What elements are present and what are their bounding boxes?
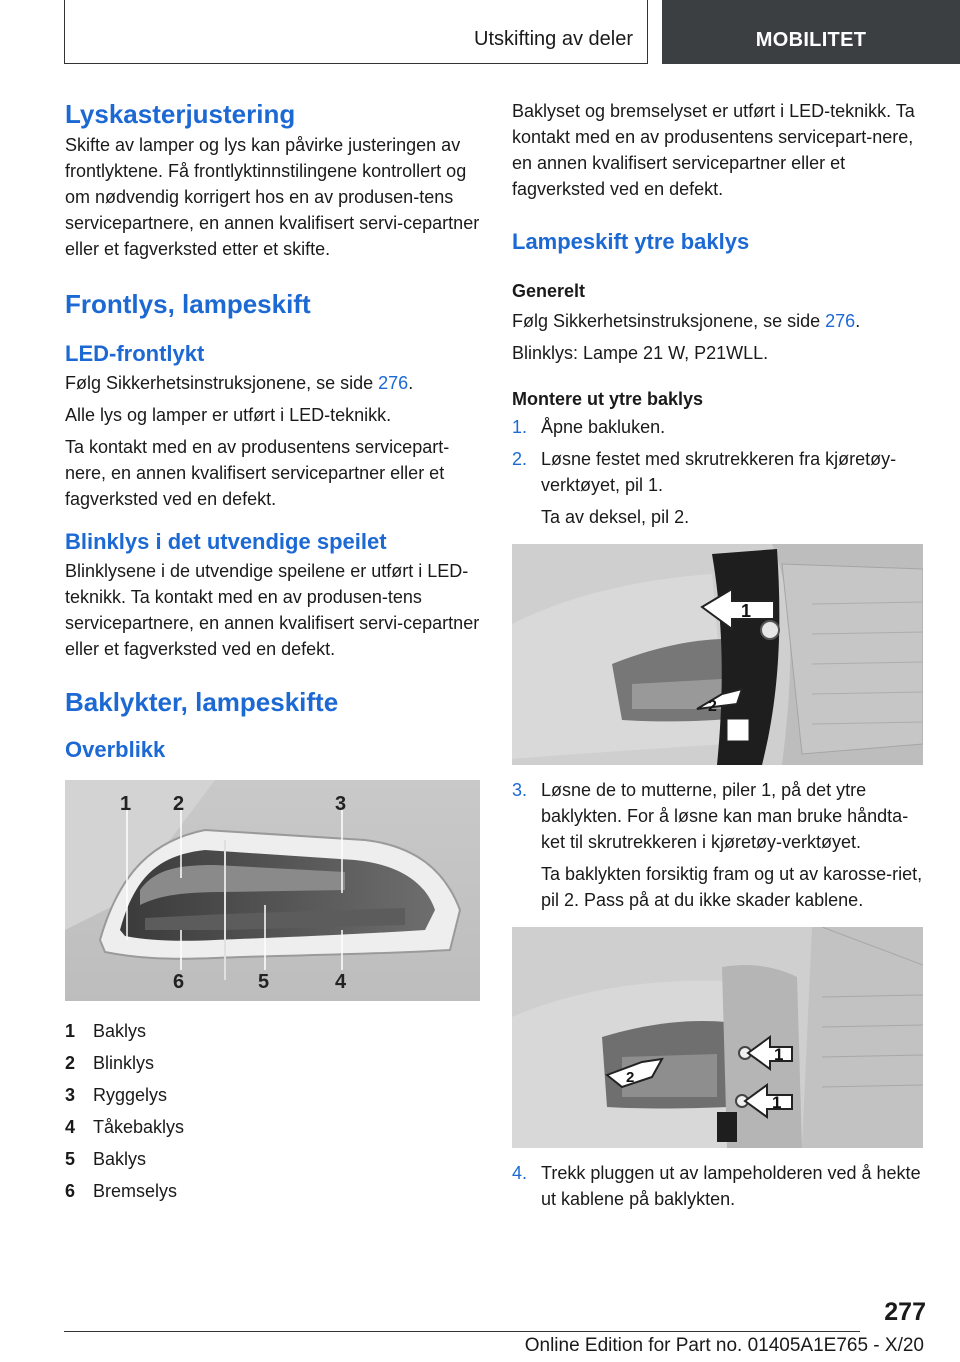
legend-item: 4 Tåkebaklys — [65, 1117, 185, 1137]
paragraph-lyskaster: Skifte av lamper og lys kan påvirke justeringen av frontlyktene. Få frontlyktinnstilingene kontrollert og om nødvendig korrigert hos en av produsen-tens servicepartnere, en annen kvalifisert servi-cepartner eller et fagverksted etter et skifte. — [65, 135, 480, 259]
right-column — [512, 98, 925, 1212]
callout-2: 2 — [173, 793, 185, 815]
callout-nut-1b: 1 — [772, 1093, 782, 1112]
figure-remove-taillight — [512, 927, 923, 1148]
callout-4: 4 — [335, 971, 347, 993]
step-item: 1. Åpne bakluken. — [512, 417, 666, 437]
paragraph-blinklys-lampe: Blinklys: Lampe 21 W, P21WLL. — [512, 343, 769, 363]
legend-list — [65, 1015, 481, 1207]
running-header-chapter — [662, 0, 960, 64]
paragraph-led-technology: Alle lys og lamper er utført i LED-teknikk. — [65, 405, 392, 425]
running-header-section — [64, 0, 648, 64]
figure-taillight-overview — [65, 780, 480, 1001]
footer-rule — [64, 1331, 860, 1332]
callout-5: 5 — [258, 971, 270, 993]
callout-1: 1 — [120, 793, 132, 815]
callout-nut-1a: 1 — [774, 1045, 784, 1064]
callout-arrow-1: 1 — [741, 601, 752, 621]
step-item: 2. Løsne festet med skrutrekkeren fra kjøretøy-verktøyet, pil 1. Ta av deksel, pil 2. — [512, 449, 897, 527]
callout-6: 6 — [173, 971, 185, 993]
steps-list-cont — [512, 777, 925, 913]
heading-baklykter: Baklykter, lampeskifte — [65, 687, 339, 717]
heading-lampeskift-ytre: Lampeskift ytre baklys — [512, 229, 750, 254]
taillight-overview-illustration — [65, 780, 480, 1001]
heading-generelt: Generelt — [512, 281, 586, 301]
figure-remove-cover — [512, 544, 923, 765]
chapter-title: MOBILITET — [755, 29, 867, 51]
heading-lyskasterjustering: Lyskasterjustering — [65, 99, 296, 129]
callout-arrow-2: 2 — [708, 698, 717, 715]
heading-blinklys-speil: Blinklys i det utvendige speilet — [65, 529, 387, 554]
steps-list — [512, 414, 925, 530]
section-title: Utskifting av deler — [474, 28, 633, 50]
heading-montere-ut: Montere ut ytre baklys — [512, 389, 704, 409]
paragraph-generelt-safety: Følg Sikkerhetsinstruksjonene, se side 276. — [512, 311, 861, 331]
remove-taillight-illustration — [512, 927, 923, 1148]
step-item: 4. Trekk pluggen ut av lampeholderen ved å hekte ut kablene på baklykten. — [512, 1163, 921, 1209]
legend-item: 3 Ryggelys — [65, 1085, 168, 1105]
heading-frontlys: Frontlys, lampeskift — [65, 289, 311, 319]
callout-pull-2: 2 — [626, 1069, 635, 1086]
callout-3: 3 — [335, 793, 347, 815]
heading-overblikk: Overblikk — [65, 737, 166, 762]
paragraph-led-safety: Følg Sikkerhetsinstruksjonene, se side 276. — [65, 373, 414, 393]
steps-list-end — [512, 1160, 925, 1212]
legend-item: 1 Baklys — [65, 1021, 147, 1041]
remove-cover-illustration — [512, 544, 923, 765]
legend-item: 5 Baklys — [65, 1149, 147, 1169]
heading-led-frontlykt: LED-frontlykt — [65, 341, 205, 366]
paragraph-led-contact: Ta kontakt med en av produsentens servicepart-nere, en annen kvalifisert servicepartner eller et fagverksted ved en defekt. — [65, 437, 450, 509]
page-link-276[interactable]: 276 — [825, 311, 856, 331]
paragraph-baklys-intro: Baklyset og bremselyset er utført i LED-teknikk. Ta kontakt med en av produsentens servicepart-nere, en annen kvalifisert servicepartner eller et fagverksted ved en defekt. — [512, 101, 915, 199]
legend-item: 6 Bremselys — [65, 1181, 178, 1201]
footer-edition: Online Edition for Part no. 01405A1E765 - X/20 — [524, 1335, 924, 1356]
paragraph-blinklys: Blinklysene i de utvendige speilene er utført i LED-teknikk. Ta kontakt med en av produsen-tens servicepartnere, en annen kvalifisert servi-cepartner eller et fagverksted ved en defekt. — [65, 561, 480, 659]
step-item: 3. Løsne de to mutterne, piler 1, på det ytre baklykten. For å løsne kan man bruke håndta-ket til skrutrekkeren i kjøretøy-verktøyet. Ta baklykten forsiktig fram og ut av karosse-riet, pil 2. Pass på at du ikke skader kablene. — [512, 780, 923, 910]
legend-item: 2 Blinklys — [65, 1053, 155, 1073]
page-number: 277 — [884, 1298, 926, 1326]
page-link-276[interactable]: 276 — [378, 373, 409, 393]
left-column — [65, 98, 481, 1207]
